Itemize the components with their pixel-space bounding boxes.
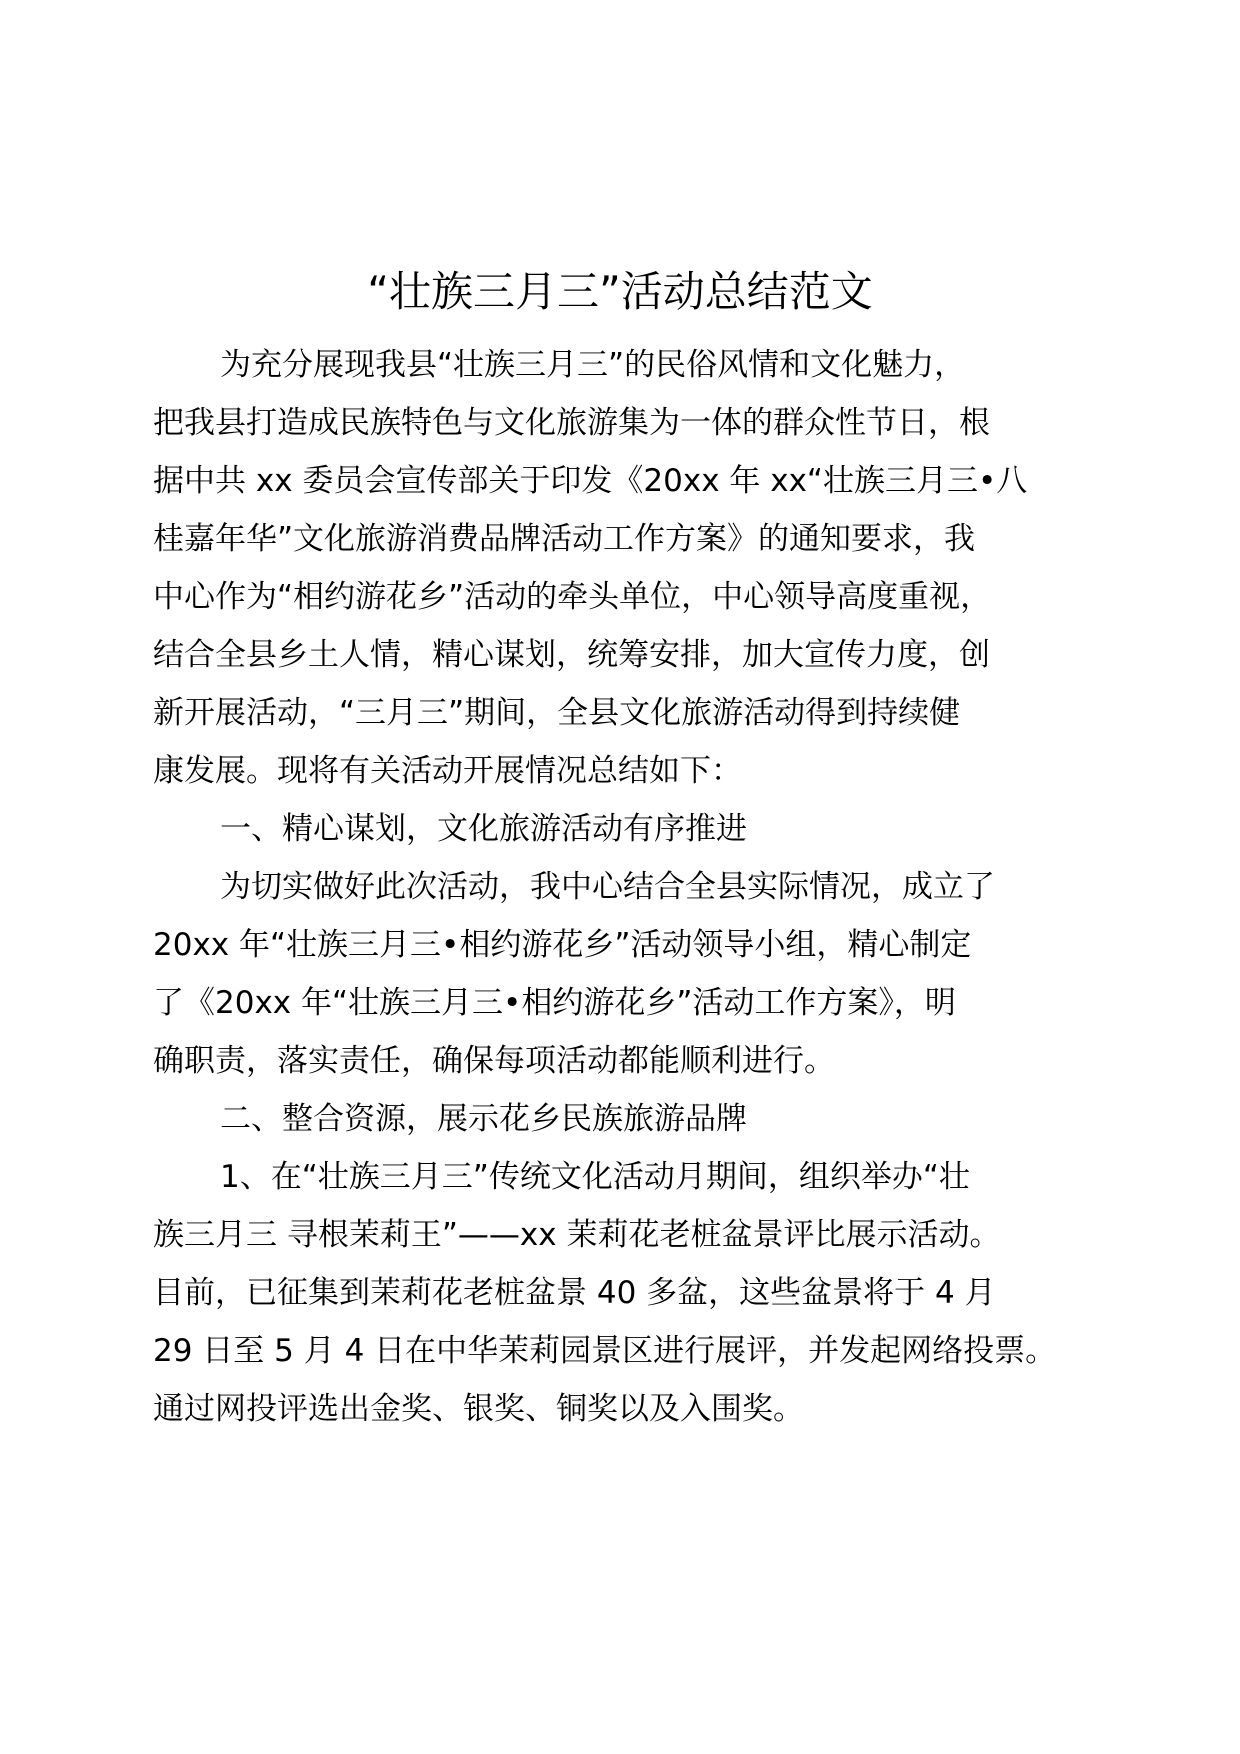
section-heading-1: 一、精心谋划，文化旅游活动有序推进 — [220, 811, 747, 847]
paragraph-intro-line: 为充分展现我县“壮族三月三”的民俗风情和文化魅力， — [220, 347, 966, 383]
paragraph-intro-line: 结合全县乡土人情，精心谋划，统筹安排，加大宣传力度，创 — [153, 637, 990, 673]
paragraph-intro-line: 桂嘉年华”文化旅游消费品牌活动工作方案》的通知要求，我 — [153, 521, 976, 557]
paragraph-section1-line: 20xx 年“壮族三月三•相约游花乡”活动领导小组，精心制定 — [153, 927, 972, 963]
paragraph-section2-line: 1、在“壮族三月三”传统文化活动月期间，组织举办“壮 — [220, 1159, 970, 1195]
paragraph-intro-line: 据中共 xx 委员会宣传部关于印发《20xx 年 xx“壮族三月三•八 — [153, 463, 1028, 499]
paragraph-section2-line: 族三月三 寻根茉莉王”——xx 茉莉花老桩盆景评比展示活动。 — [153, 1217, 1001, 1253]
paragraph-section1-line: 为切实做好此次活动，我中心结合全县实际情况，成立了 — [220, 869, 995, 905]
paragraph-section1-line: 了《20xx 年“壮族三月三•相约游花乡”活动工作方案》，明 — [153, 985, 956, 1021]
document-body — [153, 336, 1113, 1438]
document-title: “壮族三月三”活动总结范文 — [367, 267, 873, 316]
paragraph-section1-line: 确职责，落实责任，确保每项活动都能顺利进行。 — [153, 1043, 835, 1079]
paragraph-section2-line: 通过网投评选出金奖、银奖、铜奖以及入围奖。 — [153, 1391, 804, 1427]
paragraph-intro-line: 新开展活动，“三月三”期间，全县文化旅游活动得到持续健 — [153, 695, 961, 731]
paragraph-section2-line: 29 日至 5 月 4 日在中华茉莉园景区进行展评，并发起网络投票。 — [153, 1333, 1057, 1369]
paragraph-intro-line: 中心作为“相约游花乡”活动的牵头单位，中心领导高度重视， — [153, 579, 992, 615]
paragraph-intro-line: 把我县打造成民族特色与文化旅游集为一体的群众性节日，根 — [153, 405, 990, 441]
paragraph-intro-line: 康发展。现将有关活动开展情况总结如下： — [153, 753, 742, 789]
section-heading-2: 二、整合资源，展示花乡民族旅游品牌 — [220, 1101, 747, 1137]
paragraph-section2-line: 目前，已征集到茉莉花老桩盆景 40 多盆，这些盆景将于 4 月 — [153, 1275, 996, 1311]
